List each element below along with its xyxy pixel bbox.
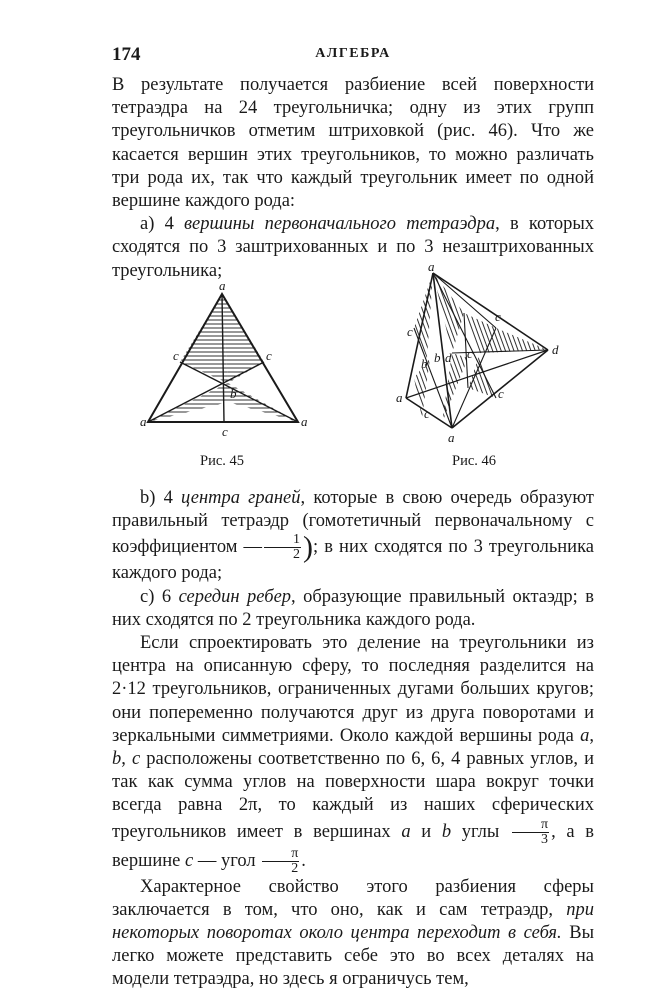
fig46-label-c1: c — [407, 324, 413, 339]
item-a-post: , в которых сходятся по 3 заштрихованных и по 3 незаштрихованных треугольника; — [112, 214, 594, 281]
pi2-num: π — [262, 847, 299, 862]
three-den: 3 — [541, 831, 549, 847]
fig46-label-d1: d — [445, 350, 452, 365]
conj-and: и — [410, 821, 442, 842]
pi-num: π — [512, 818, 549, 833]
fraction-num: 1 — [264, 533, 301, 548]
item-b-post: ; в них сходятся по 3 треугольника каждого рода; — [112, 537, 595, 584]
fig46-label-b2: b — [434, 350, 441, 365]
paren-close: ) — [303, 530, 314, 564]
item-a-pre: а) 4 — [140, 214, 185, 235]
var-a: a — [580, 725, 590, 746]
p3-emphasis: при некоторых поворотах около центра переходит в себя. — [112, 899, 594, 944]
fraction-pi-2 — [262, 847, 299, 876]
sep-1: , — [589, 725, 594, 746]
fig46-label-c2: c — [495, 309, 501, 324]
fig46-label-c4: c — [424, 406, 430, 421]
var-c: c — [131, 749, 141, 770]
item-a-emphasis: вершины первоначального тетраэдра — [184, 214, 496, 235]
caption-fig-45: Рис. 45 — [200, 453, 245, 469]
var-c-2: c — [184, 850, 194, 871]
item-c-pre: с) 6 — [140, 586, 179, 607]
running-head: АЛГЕБРА — [315, 46, 391, 61]
caption-fig-46: Рис. 46 — [452, 453, 497, 469]
figure-46 — [396, 259, 559, 445]
paragraph-2 — [112, 632, 594, 876]
fig45-label-right: a — [301, 414, 308, 429]
item-c — [112, 586, 594, 632]
sep-2: , — [121, 749, 132, 770]
two-den: 2 — [291, 860, 299, 876]
fig45-label-left: a — [140, 414, 147, 429]
fig46-label-top: a — [428, 259, 435, 274]
item-c-post: , образующие правильный октаэдр; в них сходятся по 2 треугольника каждого рода. — [112, 586, 594, 630]
fraction-one-half — [264, 533, 301, 562]
fig46-label-b1: b — [421, 356, 428, 371]
fig45-label-right-mid: c — [266, 348, 272, 363]
angles-word: углы — [451, 821, 510, 842]
item-b-emphasis: центра граней — [181, 488, 301, 508]
fig45-label-center: b — [230, 386, 237, 401]
var-b: b — [112, 749, 122, 770]
figures — [112, 258, 594, 483]
item-b-pre: b) 4 — [140, 488, 182, 508]
text-main — [112, 487, 594, 992]
fig45-label-bottom-mid: c — [222, 424, 228, 439]
fraction-pi-3 — [512, 818, 549, 847]
item-b — [112, 487, 594, 586]
fraction-den: 2 — [293, 547, 301, 563]
fig46-label-c5: c — [467, 346, 473, 361]
paragraph-3 — [112, 876, 594, 992]
fig46-label-c3: c — [498, 386, 504, 401]
figure-45 — [140, 278, 308, 439]
p2-part-c: , а в вершине — [112, 821, 594, 871]
fig45-label-left-mid: c — [173, 348, 179, 363]
paragraph-1: В результате получается разбиение всей поверхности тетраэдра на 24 треугольничка; одну из этих групп треугольничков отметим штриховкой (рис. 46). Что же касается вершин этих треугольников, то можно различать три рода их, так что каждый треугольник имеет по одной вершине каждого рода: — [112, 75, 594, 212]
page-header — [112, 44, 594, 68]
item-c-emphasis: середин ребер — [178, 586, 292, 607]
var-a-2: a — [401, 821, 411, 842]
p3-part-b: Вы легко можете представить себе это во всех деталях на модели тетраэдра, но здесь я ограничусь тем, — [112, 923, 594, 990]
fig46-label-bottom: a — [448, 430, 455, 445]
p2-part-a: Если спроектировать это деление на треугольники из центра на описанную сферу, то последняя разделится на 2·12 треугольников, ограниченных дугами больших кругов; они попеременно получаются друг из друга поворотами и зеркальными симметриями. Около каждой вершины рода — [112, 633, 594, 746]
var-b-2: b — [441, 821, 452, 842]
p2-part-d: — угол — [193, 850, 261, 871]
fig45-label-top: a — [219, 278, 226, 293]
figures-svg — [112, 258, 594, 483]
item-b-mid: , которые в свою очередь образуют правильный тетраэдр (гомотетичный первоначальному с коэффициентом — — [112, 488, 594, 558]
p2-part-b: расположены соответственно по 6, 6, 4 равных углов, и так как сумма углов на поверхности шара вокруг точки всегда равна 2π, то каждый из наших сферических треугольников имеет в вершинах — [112, 749, 594, 842]
text-top — [112, 74, 594, 283]
p3-part-a: Характерное свойство этого разбиения сферы заключается в том, что оно, как и сам тетраэдр, — [112, 876, 594, 920]
fig46-label-right: d — [552, 342, 559, 357]
end-dot: . — [301, 850, 306, 871]
page-number: 174 — [112, 44, 141, 65]
fig46-label-left: a — [396, 390, 403, 405]
